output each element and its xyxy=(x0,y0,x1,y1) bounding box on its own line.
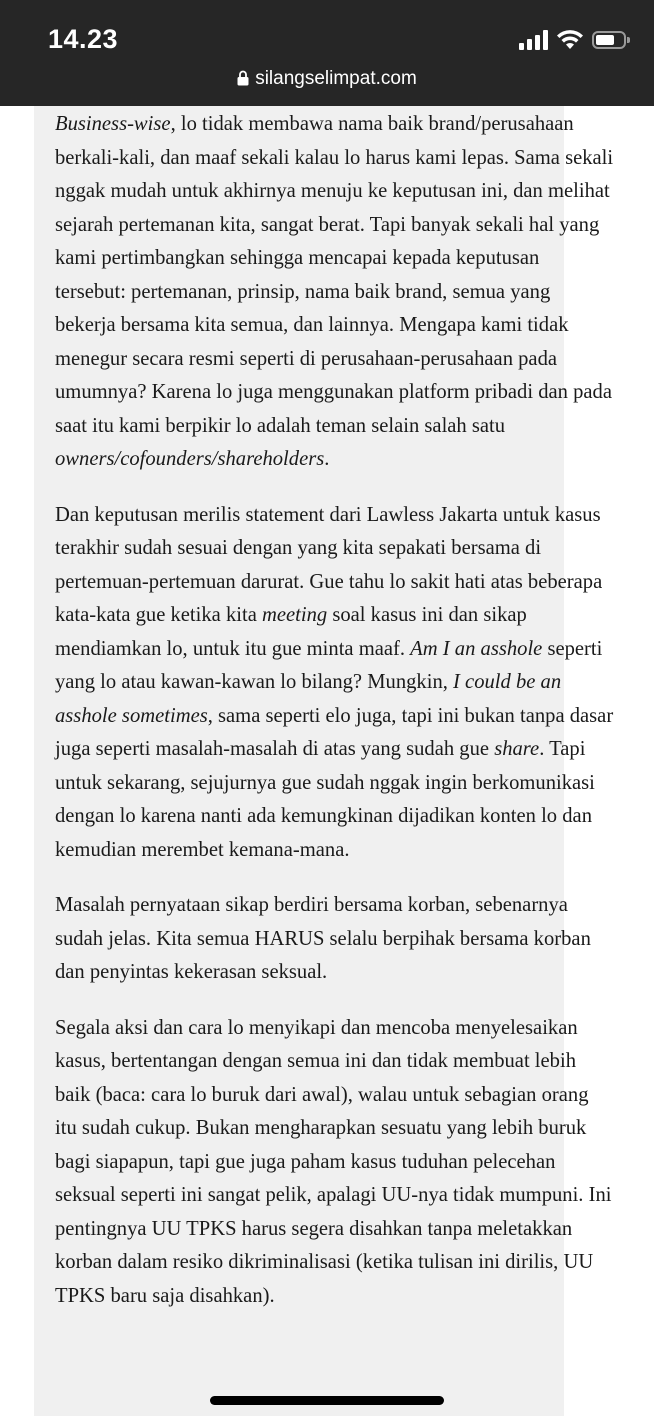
paragraph xyxy=(55,108,615,477)
emphasis: meeting xyxy=(261,604,328,626)
text: , sama seperti elo juga, tapi ini bukan tanpa dasar juga seperti masalah-masalah di atas yang sudah gue xyxy=(55,704,614,760)
wifi-icon xyxy=(556,29,584,51)
text: . Tapi untuk sekarang, sejujurnya gue sudah nggak ingin berkomunikasi dengan lo karena nanti ada kemungkinan dijadikan konten lo dan kemudian merembet kemana-mana. xyxy=(55,738,595,861)
status-icons xyxy=(519,28,626,52)
text: soal kasus ini dan sikap mendiamkan lo, untuk itu gue minta maaf. xyxy=(55,604,527,660)
status-time: 14.23 xyxy=(48,24,119,54)
article-body xyxy=(55,108,615,1335)
emphasis: Am I an asshole xyxy=(410,637,543,660)
address-bar[interactable] xyxy=(0,68,654,90)
text: seperti yang lo atau kawan-kawan lo bilang? Mungkin, xyxy=(55,637,603,693)
paragraph: Masalah pernyataan sikap berdiri bersama korban, sebenarnya sudah jelas. Kita semua HARUS selalu berpihak bersama korban dan penyintas kekerasan seksual. xyxy=(55,894,591,983)
text: . xyxy=(324,448,330,470)
battery-icon xyxy=(592,31,626,49)
home-indicator[interactable] xyxy=(210,1396,444,1405)
paragraph: Segala aksi dan cara lo menyikapi dan mencoba menyelesaikan kasus, bertentangan dengan semua ini dan tidak membuat lebih baik (baca: cara lo buruk dari awal), walau untuk sebagian orang itu sudah cukup. Bukan mengharapkan sesuatu yang lebih buruk bagi siapapun, tapi gue juga paham kasus tuduhan pelecehan seksual seperti ini sangat pelik, apalagi UU-nya tidak mumpuni. Ini pentingnya UU TPKS harus segera disahkan tanpa meletakkan korban dalam resiko dikriminalisasi (ketika tulisan ini dirilis, UU TPKS baru saja disahkan). xyxy=(55,1016,612,1307)
top-bar xyxy=(0,0,654,106)
text: Dan keputusan merilis statement dari Lawless Jakarta untuk kasus terakhir sudah sesuai dengan yang kita sepakati bersama di pertemuan-pertemuan darurat. Gue tahu lo sakit hati atas beberapa kata-kata gue ketika kita xyxy=(55,503,603,626)
paragraph xyxy=(55,499,615,868)
emphasis: owners/cofounders/shareholders xyxy=(55,448,325,470)
text: , lo tidak membawa nama baik brand/perusahaan berkali-kali, dan maaf sekali kalau lo harus kami lepas. Sama sekali nggak mudah untuk akhirnya menuju ke keputusan ini, dan melihat sejarah pertemanan kita, sangat berat. Tapi banyak sekali hal yang kami pertimbangkan sehingga mencapai kepada keputusan tersebut: pertemanan, prinsip, nama baik brand, semua yang bekerja bersama kita semua, dan lainnya. Mengapa kami tidak menegur secara resmi seperti di perusahaan-perusahaan pada umumnya? Karena lo juga menggunakan platform pribadi dan pada saat itu kami berpikir lo adalah teman selain salah satu xyxy=(55,113,614,437)
emphasis: share xyxy=(494,738,540,760)
lock-icon xyxy=(237,70,249,86)
emphasis: Business-wise xyxy=(55,113,171,135)
cellular-signal-icon xyxy=(519,30,548,50)
emphasis: I could be an asshole sometimes xyxy=(55,671,562,727)
url-text: silangselimpat.com xyxy=(255,68,417,89)
